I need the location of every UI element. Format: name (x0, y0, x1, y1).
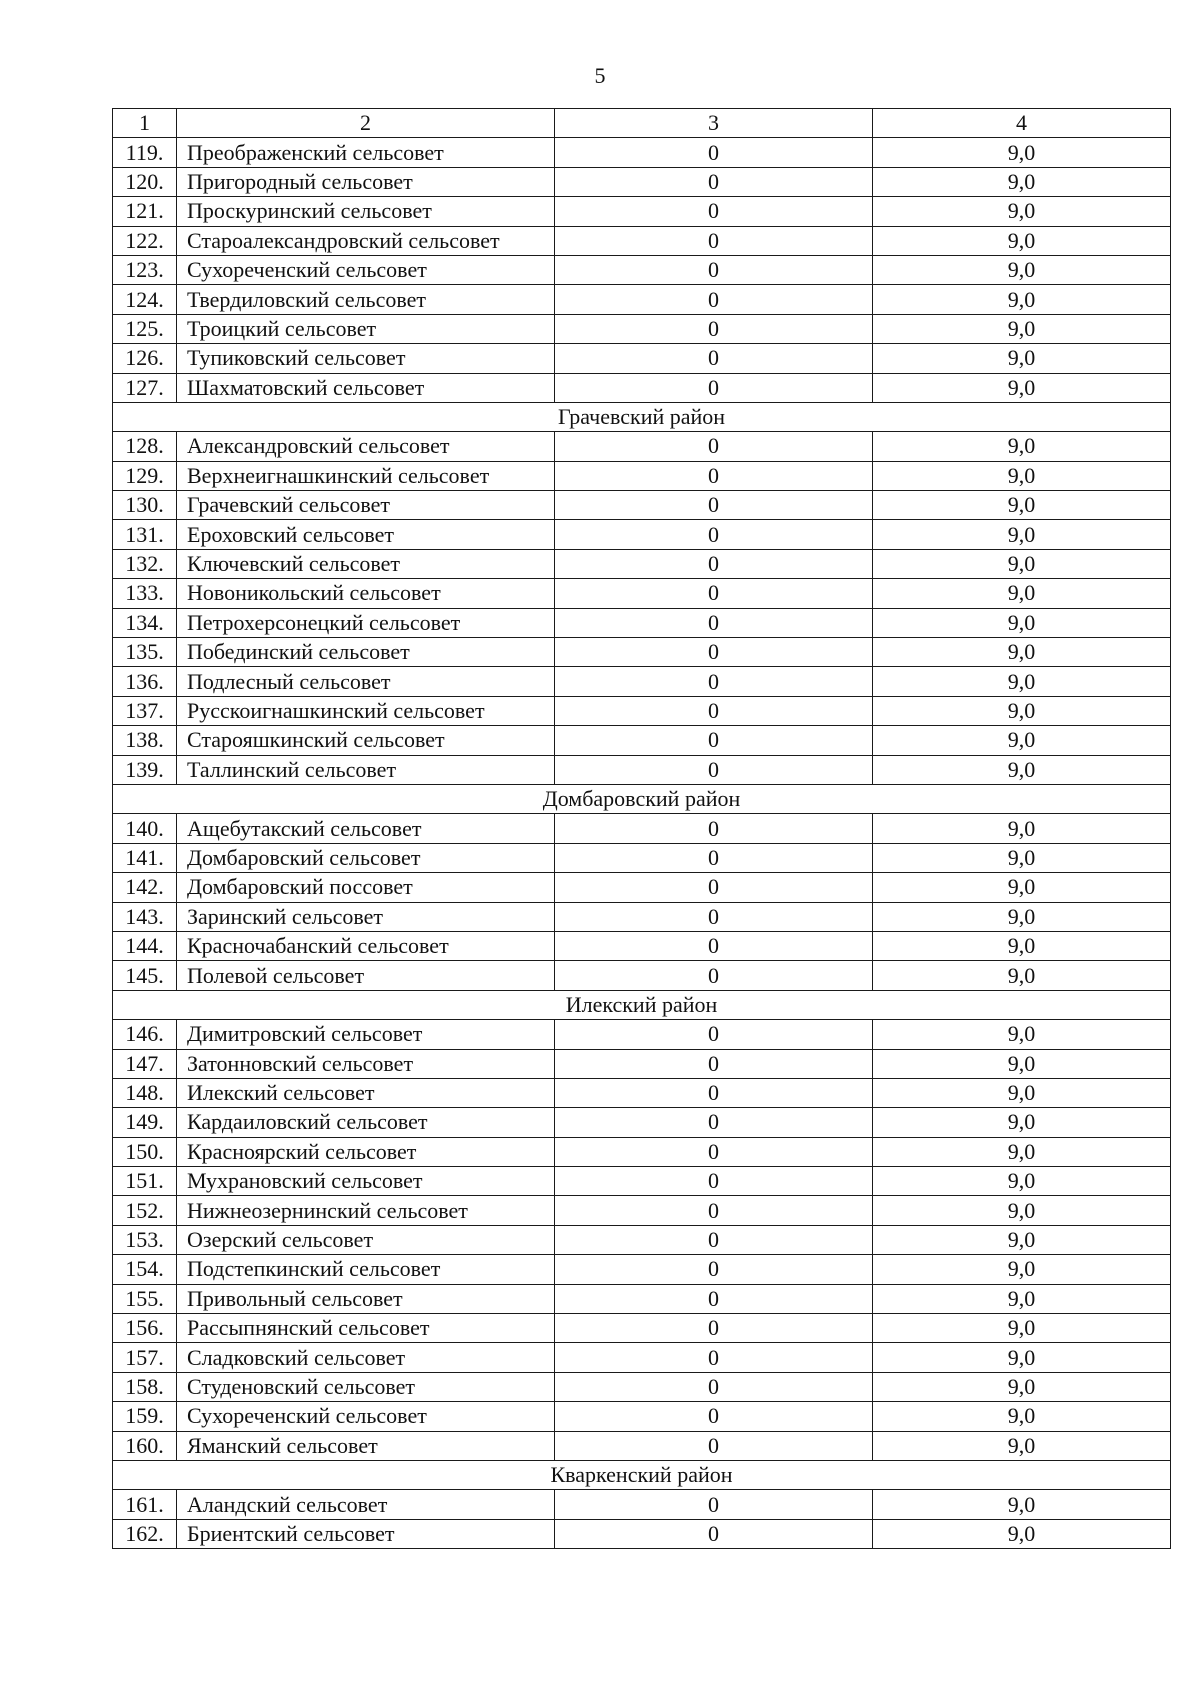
column-3-value: 0 (555, 1284, 873, 1313)
settlement-name: Подлесный сельсовет (177, 667, 555, 696)
column-3-value: 0 (555, 1372, 873, 1401)
table-row (113, 167, 1171, 196)
column-4-value: 9,0 (873, 1167, 1171, 1196)
table-row (113, 1108, 1171, 1137)
row-number: 158. (113, 1372, 177, 1401)
column-3-value: 0 (555, 1255, 873, 1284)
column-4-value: 9,0 (873, 1343, 1171, 1372)
settlement-name: Верхнеигнашкинский сельсовет (177, 461, 555, 490)
column-3-value: 0 (555, 579, 873, 608)
table-row (113, 814, 1171, 843)
row-number: 146. (113, 1020, 177, 1049)
column-3-value: 0 (555, 726, 873, 755)
table-row (113, 255, 1171, 284)
settlement-name: Домбаровский поссовет (177, 873, 555, 902)
settlement-name: Привольный сельсовет (177, 1284, 555, 1313)
column-header-4: 4 (873, 109, 1171, 138)
column-4-value: 9,0 (873, 138, 1171, 167)
settlement-name: Сухореченский сельсовет (177, 1402, 555, 1431)
row-number: 127. (113, 373, 177, 402)
column-4-value: 9,0 (873, 1431, 1171, 1460)
table-row (113, 579, 1171, 608)
table-row (113, 843, 1171, 872)
column-4-value: 9,0 (873, 696, 1171, 725)
column-3-value: 0 (555, 373, 873, 402)
table-row (113, 1372, 1171, 1401)
column-3-value: 0 (555, 285, 873, 314)
column-4-value: 9,0 (873, 579, 1171, 608)
column-3-value: 0 (555, 1343, 873, 1372)
column-header-3: 3 (555, 109, 873, 138)
column-4-value: 9,0 (873, 1049, 1171, 1078)
column-4-value: 9,0 (873, 1314, 1171, 1343)
column-4-value: 9,0 (873, 491, 1171, 520)
settlement-name: Заринский сельсовет (177, 902, 555, 931)
column-4-value: 9,0 (873, 226, 1171, 255)
table-row (113, 461, 1171, 490)
row-number: 143. (113, 902, 177, 931)
table-row (113, 1490, 1171, 1519)
column-3-value: 0 (555, 1137, 873, 1166)
settlement-name: Домбаровский сельсовет (177, 843, 555, 872)
column-4-value: 9,0 (873, 667, 1171, 696)
column-3-value: 0 (555, 549, 873, 578)
column-3-value: 0 (555, 1078, 873, 1107)
table-row (113, 667, 1171, 696)
table-row (113, 931, 1171, 960)
district-header-row (113, 990, 1171, 1019)
column-3-value: 0 (555, 461, 873, 490)
column-3-value: 0 (555, 931, 873, 960)
row-number: 133. (113, 579, 177, 608)
column-4-value: 9,0 (873, 373, 1171, 402)
table-body (113, 109, 1171, 1549)
row-number: 148. (113, 1078, 177, 1107)
column-4-value: 9,0 (873, 931, 1171, 960)
column-4-value: 9,0 (873, 1372, 1171, 1401)
column-4-value: 9,0 (873, 1078, 1171, 1107)
settlement-name: Нижнеозернинский сельсовет (177, 1196, 555, 1225)
table-header-row (113, 109, 1171, 138)
settlement-name: Преображенский сельсовет (177, 138, 555, 167)
row-number: 141. (113, 843, 177, 872)
row-number: 120. (113, 167, 177, 196)
row-number: 136. (113, 667, 177, 696)
table-row (113, 344, 1171, 373)
row-number: 139. (113, 755, 177, 784)
column-4-value: 9,0 (873, 1255, 1171, 1284)
column-4-value: 9,0 (873, 608, 1171, 637)
row-number: 123. (113, 255, 177, 284)
column-3-value: 0 (555, 226, 873, 255)
settlement-name: Ащебутакский сельсовет (177, 814, 555, 843)
table-row (113, 226, 1171, 255)
settlement-name: Кардаиловский сельсовет (177, 1108, 555, 1137)
settlement-name: Илекский сельсовет (177, 1078, 555, 1107)
table-row (113, 638, 1171, 667)
settlement-name: Ключевский сельсовет (177, 549, 555, 578)
page-number: 5 (594, 63, 606, 88)
column-4-value: 9,0 (873, 726, 1171, 755)
settlement-name: Таллинский сельсовет (177, 755, 555, 784)
row-number: 150. (113, 1137, 177, 1166)
column-3-value: 0 (555, 961, 873, 990)
column-4-value: 9,0 (873, 1137, 1171, 1166)
column-3-value: 0 (555, 667, 873, 696)
row-number: 128. (113, 432, 177, 461)
settlement-name: Сухореченский сельсовет (177, 255, 555, 284)
column-3-value: 0 (555, 1108, 873, 1137)
table-row (113, 1314, 1171, 1343)
row-number: 135. (113, 638, 177, 667)
row-number: 126. (113, 344, 177, 373)
column-3-value: 0 (555, 432, 873, 461)
table-row (113, 696, 1171, 725)
table-row (113, 1020, 1171, 1049)
row-number: 144. (113, 931, 177, 960)
column-4-value: 9,0 (873, 843, 1171, 872)
column-3-value: 0 (555, 1314, 873, 1343)
district-header-row (113, 1460, 1171, 1489)
column-3-value: 0 (555, 696, 873, 725)
row-number: 152. (113, 1196, 177, 1225)
row-number: 134. (113, 608, 177, 637)
table-row (113, 314, 1171, 343)
settlement-name: Троицкий сельсовет (177, 314, 555, 343)
table-row (113, 1255, 1171, 1284)
settlement-name: Затонновский сельсовет (177, 1049, 555, 1078)
row-number: 160. (113, 1431, 177, 1460)
table-row (113, 1284, 1171, 1313)
table-row (113, 197, 1171, 226)
column-4-value: 9,0 (873, 1196, 1171, 1225)
column-4-value: 9,0 (873, 961, 1171, 990)
column-4-value: 9,0 (873, 432, 1171, 461)
settlement-name: Димитровский сельсовет (177, 1020, 555, 1049)
settlement-name: Красноярский сельсовет (177, 1137, 555, 1166)
row-number: 156. (113, 1314, 177, 1343)
column-3-value: 0 (555, 314, 873, 343)
column-3-value: 0 (555, 1167, 873, 1196)
column-3-value: 0 (555, 1519, 873, 1548)
table-row (113, 902, 1171, 931)
settlement-name: Новоникольский сельсовет (177, 579, 555, 608)
table-row (113, 1343, 1171, 1372)
column-header-1: 1 (113, 109, 177, 138)
settlement-name: Полевой сельсовет (177, 961, 555, 990)
column-4-value: 9,0 (873, 902, 1171, 931)
table-row (113, 1137, 1171, 1166)
table-row (113, 1225, 1171, 1254)
settlement-name: Рассыпнянский сельсовет (177, 1314, 555, 1343)
row-number: 131. (113, 520, 177, 549)
row-number: 138. (113, 726, 177, 755)
column-3-value: 0 (555, 255, 873, 284)
column-4-value: 9,0 (873, 755, 1171, 784)
settlement-name: Ероховский сельсовет (177, 520, 555, 549)
settlement-name: Аландский сельсовет (177, 1490, 555, 1519)
table-row (113, 1196, 1171, 1225)
row-number: 157. (113, 1343, 177, 1372)
row-number: 159. (113, 1402, 177, 1431)
column-3-value: 0 (555, 1490, 873, 1519)
column-4-value: 9,0 (873, 1225, 1171, 1254)
row-number: 153. (113, 1225, 177, 1254)
district-header-row (113, 402, 1171, 431)
column-3-value: 0 (555, 491, 873, 520)
row-number: 154. (113, 1255, 177, 1284)
column-3-value: 0 (555, 1402, 873, 1431)
settlement-name: Твердиловский сельсовет (177, 285, 555, 314)
document-table-container (112, 108, 1170, 1549)
column-3-value: 0 (555, 755, 873, 784)
settlement-name: Александровский сельсовет (177, 432, 555, 461)
column-4-value: 9,0 (873, 314, 1171, 343)
column-4-value: 9,0 (873, 814, 1171, 843)
row-number: 145. (113, 961, 177, 990)
table-row (113, 491, 1171, 520)
row-number: 149. (113, 1108, 177, 1137)
table-row (113, 373, 1171, 402)
table-row (113, 961, 1171, 990)
settlement-name: Красночабанский сельсовет (177, 931, 555, 960)
column-4-value: 9,0 (873, 1108, 1171, 1137)
row-number: 129. (113, 461, 177, 490)
settlement-name: Бриентский сельсовет (177, 1519, 555, 1548)
district-name: Илекский район (113, 990, 1171, 1019)
row-number: 119. (113, 138, 177, 167)
column-3-value: 0 (555, 167, 873, 196)
table-row (113, 520, 1171, 549)
table-row (113, 1431, 1171, 1460)
row-number: 132. (113, 549, 177, 578)
column-4-value: 9,0 (873, 461, 1171, 490)
column-3-value: 0 (555, 1225, 873, 1254)
table-row (113, 1078, 1171, 1107)
table-row (113, 1519, 1171, 1548)
column-4-value: 9,0 (873, 520, 1171, 549)
column-3-value: 0 (555, 1431, 873, 1460)
row-number: 142. (113, 873, 177, 902)
table-row (113, 285, 1171, 314)
settlement-name: Студеновский сельсовет (177, 1372, 555, 1401)
column-header-2: 2 (177, 109, 555, 138)
table-row (113, 549, 1171, 578)
table-row (113, 873, 1171, 902)
settlement-name: Подстепкинский сельсовет (177, 1255, 555, 1284)
table-row (113, 138, 1171, 167)
settlement-name: Тупиковский сельсовет (177, 344, 555, 373)
row-number: 161. (113, 1490, 177, 1519)
row-number: 122. (113, 226, 177, 255)
column-4-value: 9,0 (873, 167, 1171, 196)
settlement-name: Грачевский сельсовет (177, 491, 555, 520)
row-number: 155. (113, 1284, 177, 1313)
settlement-name: Озерский сельсовет (177, 1225, 555, 1254)
settlement-name: Старояшкинский сельсовет (177, 726, 555, 755)
district-name: Кваркенский район (113, 1460, 1171, 1489)
column-3-value: 0 (555, 902, 873, 931)
district-name: Грачевский район (113, 402, 1171, 431)
column-3-value: 0 (555, 638, 873, 667)
settlement-name: Сладковский сельсовет (177, 1343, 555, 1372)
column-3-value: 0 (555, 344, 873, 373)
table-row (113, 1402, 1171, 1431)
settlement-name: Пригородный сельсовет (177, 167, 555, 196)
column-4-value: 9,0 (873, 1490, 1171, 1519)
column-4-value: 9,0 (873, 255, 1171, 284)
settlements-table (112, 108, 1171, 1549)
column-3-value: 0 (555, 814, 873, 843)
column-3-value: 0 (555, 1049, 873, 1078)
settlement-name: Побединский сельсовет (177, 638, 555, 667)
column-4-value: 9,0 (873, 873, 1171, 902)
settlement-name: Мухрановский сельсовет (177, 1167, 555, 1196)
district-header-row (113, 784, 1171, 813)
settlement-name: Староалександровский сельсовет (177, 226, 555, 255)
row-number: 124. (113, 285, 177, 314)
column-3-value: 0 (555, 843, 873, 872)
district-name: Домбаровский район (113, 784, 1171, 813)
column-4-value: 9,0 (873, 1519, 1171, 1548)
column-4-value: 9,0 (873, 638, 1171, 667)
column-4-value: 9,0 (873, 285, 1171, 314)
settlement-name: Петрохерсонецкий сельсовет (177, 608, 555, 637)
column-3-value: 0 (555, 1020, 873, 1049)
row-number: 137. (113, 696, 177, 725)
table-row (113, 608, 1171, 637)
row-number: 130. (113, 491, 177, 520)
column-4-value: 9,0 (873, 1402, 1171, 1431)
row-number: 125. (113, 314, 177, 343)
settlement-name: Яманский сельсовет (177, 1431, 555, 1460)
table-row (113, 1049, 1171, 1078)
column-4-value: 9,0 (873, 1020, 1171, 1049)
settlement-name: Проскуринский сельсовет (177, 197, 555, 226)
row-number: 151. (113, 1167, 177, 1196)
table-row (113, 1167, 1171, 1196)
table-row (113, 432, 1171, 461)
column-4-value: 9,0 (873, 197, 1171, 226)
column-4-value: 9,0 (873, 549, 1171, 578)
settlement-name: Русскоигнашкинский сельсовет (177, 696, 555, 725)
column-3-value: 0 (555, 197, 873, 226)
row-number: 162. (113, 1519, 177, 1548)
column-3-value: 0 (555, 608, 873, 637)
settlement-name: Шахматовский сельсовет (177, 373, 555, 402)
column-4-value: 9,0 (873, 1284, 1171, 1313)
column-3-value: 0 (555, 520, 873, 549)
row-number: 140. (113, 814, 177, 843)
table-row (113, 726, 1171, 755)
column-3-value: 0 (555, 138, 873, 167)
row-number: 121. (113, 197, 177, 226)
column-3-value: 0 (555, 1196, 873, 1225)
table-row (113, 755, 1171, 784)
column-4-value: 9,0 (873, 344, 1171, 373)
row-number: 147. (113, 1049, 177, 1078)
column-3-value: 0 (555, 873, 873, 902)
